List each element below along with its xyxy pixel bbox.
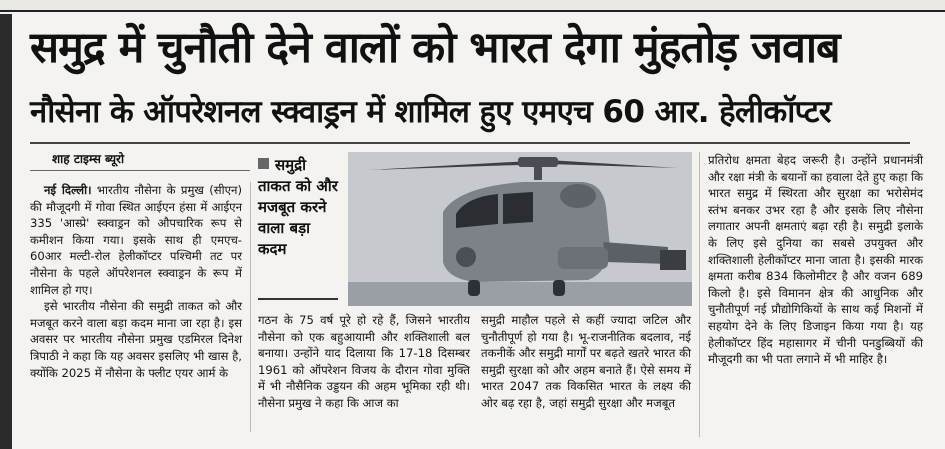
pull-quote (258, 155, 343, 260)
paragraph: इसे भारतीय नौसेना की समुद्री ताकत को और मजबूत करने वाला बड़ा कदम माना जा रहा है। इस अवसर पर भारतीय नौसेना प्रमुख एडमिरल दिनेश त्रिपाठी ने कहा कि यह अवसर इसलिए भी खास है, क्योंकि 2025 में नौसेना के फ्लीट एयर आर्म के (30, 299, 242, 380)
column-divider (699, 152, 700, 437)
article-column-1 (30, 182, 242, 381)
subheadline: नौसेना के ऑपरेशनल स्क्वाड्रन में शामिल हुए एमएच 60 आर. हेलीकॉप्टर (30, 94, 831, 130)
headline: समुद्र में चुनौती देने वालों को भारत देगा मुंहतोड़ जवाब (30, 23, 840, 73)
article-column-3 (481, 312, 691, 412)
adjacent-column-edge (0, 14, 12, 449)
pull-quote-rule (258, 298, 338, 300)
paragraph: भारतीय नौसेना के प्रमुख (सीएन) की मौजूदगी में गोवा स्थित आईएन हंसा में आईएन 335 'आस्प्रे' स्क्वाड्रन को औपचारिक रूप से कमीशन किया गया। इसके साथ ही एमएच- 60आर मल्टी-रोल हेलीकॉप्टर पश्चिमी तट पर नौसेना के पहले ऑपरेशनल स्क्वाड्रन के रूप में शामिल हो गए। (30, 183, 243, 297)
headline-rule (30, 142, 910, 144)
bullet-square-icon (258, 158, 269, 169)
paragraph: प्रतिरोध क्षमता बेहद जरूरी है। उन्होंने प्रधानमंत्री और रक्षा मंत्री के बयानों का हवाला देते हुए कहा कि भारत समुद्र में स्थिरता और सुरक्षा का भरोसेमंद स्तंभ बनकर उभर रहा है और इसके लिए नौसेना लगातार अपनी क्षमताएं बढ़ा रही है। समुद्री इलाके के लिए इसे दुनिया का सबसे उपयुक्त और शक्तिशाली हेलीकॉप्टर माना जाता है। इसकी मारक क्षमता करीब 834 किलोमीटर है और वजन 689 किलो है। इसे विमानन क्षेत्र की आधुनिक और चुनौतीपूर्ण नई प्रौद्योगिकियों के साथ कई मिशनों में सहयोग देने के लिए डिजाइन किया गया है। यह हेलीकॉप्टर हिंद महासागर में चीनी पनडुब्बियों की मौजूदगी का भी पता लगाने में भी माहिर है। (708, 153, 923, 367)
page-top-margin (0, 0, 945, 10)
column-divider (250, 182, 251, 432)
byline: शाह टाइम्स ब्यूरो (52, 152, 125, 166)
dateline: नई दिल्ली। (44, 183, 92, 197)
article-column-2 (258, 312, 470, 412)
helicopter-icon (348, 152, 692, 306)
pull-quote-text: समुद्री ताकत को और मजबूत करने वाला बड़ा कदम (258, 156, 338, 258)
paragraph: गठन के 75 वर्ष पूरे हो रहे हैं, जिसने भारतीय नौसेना को एक बहुआयामी और शक्तिशाली बल बनाया। उन्होंने याद दिलाया कि 17-18 दिसम्बर 1961 को ऑपरेशन विजय के दौरान गोवा मुक्ति में भी नौसैनिक उड्डयन की अहम भूमिका रही थी। नौसेना प्रमुख ने कहा कि आज का (258, 313, 470, 410)
helicopter-photo (348, 152, 692, 306)
paragraph: समुद्री माहौल पहले से कहीं ज्यादा जटिल और चुनौतीपूर्ण हो गया है। भू-राजनीतिक बदलाव, नई तकनीकें और समुद्री मार्गों पर बढ़ते खतरे भारत की समुद्री सुरक्षा को और अहम बनाते हैं। ऐसे समय में भारत 2047 तक विकसित भारत के लक्ष्य की ओर बढ़ रहा है, जहां समुद्री सुरक्षा और मजबूत (481, 313, 691, 410)
byline-rule (30, 170, 250, 171)
top-rule (0, 10, 945, 12)
article-column-4 (708, 152, 923, 368)
